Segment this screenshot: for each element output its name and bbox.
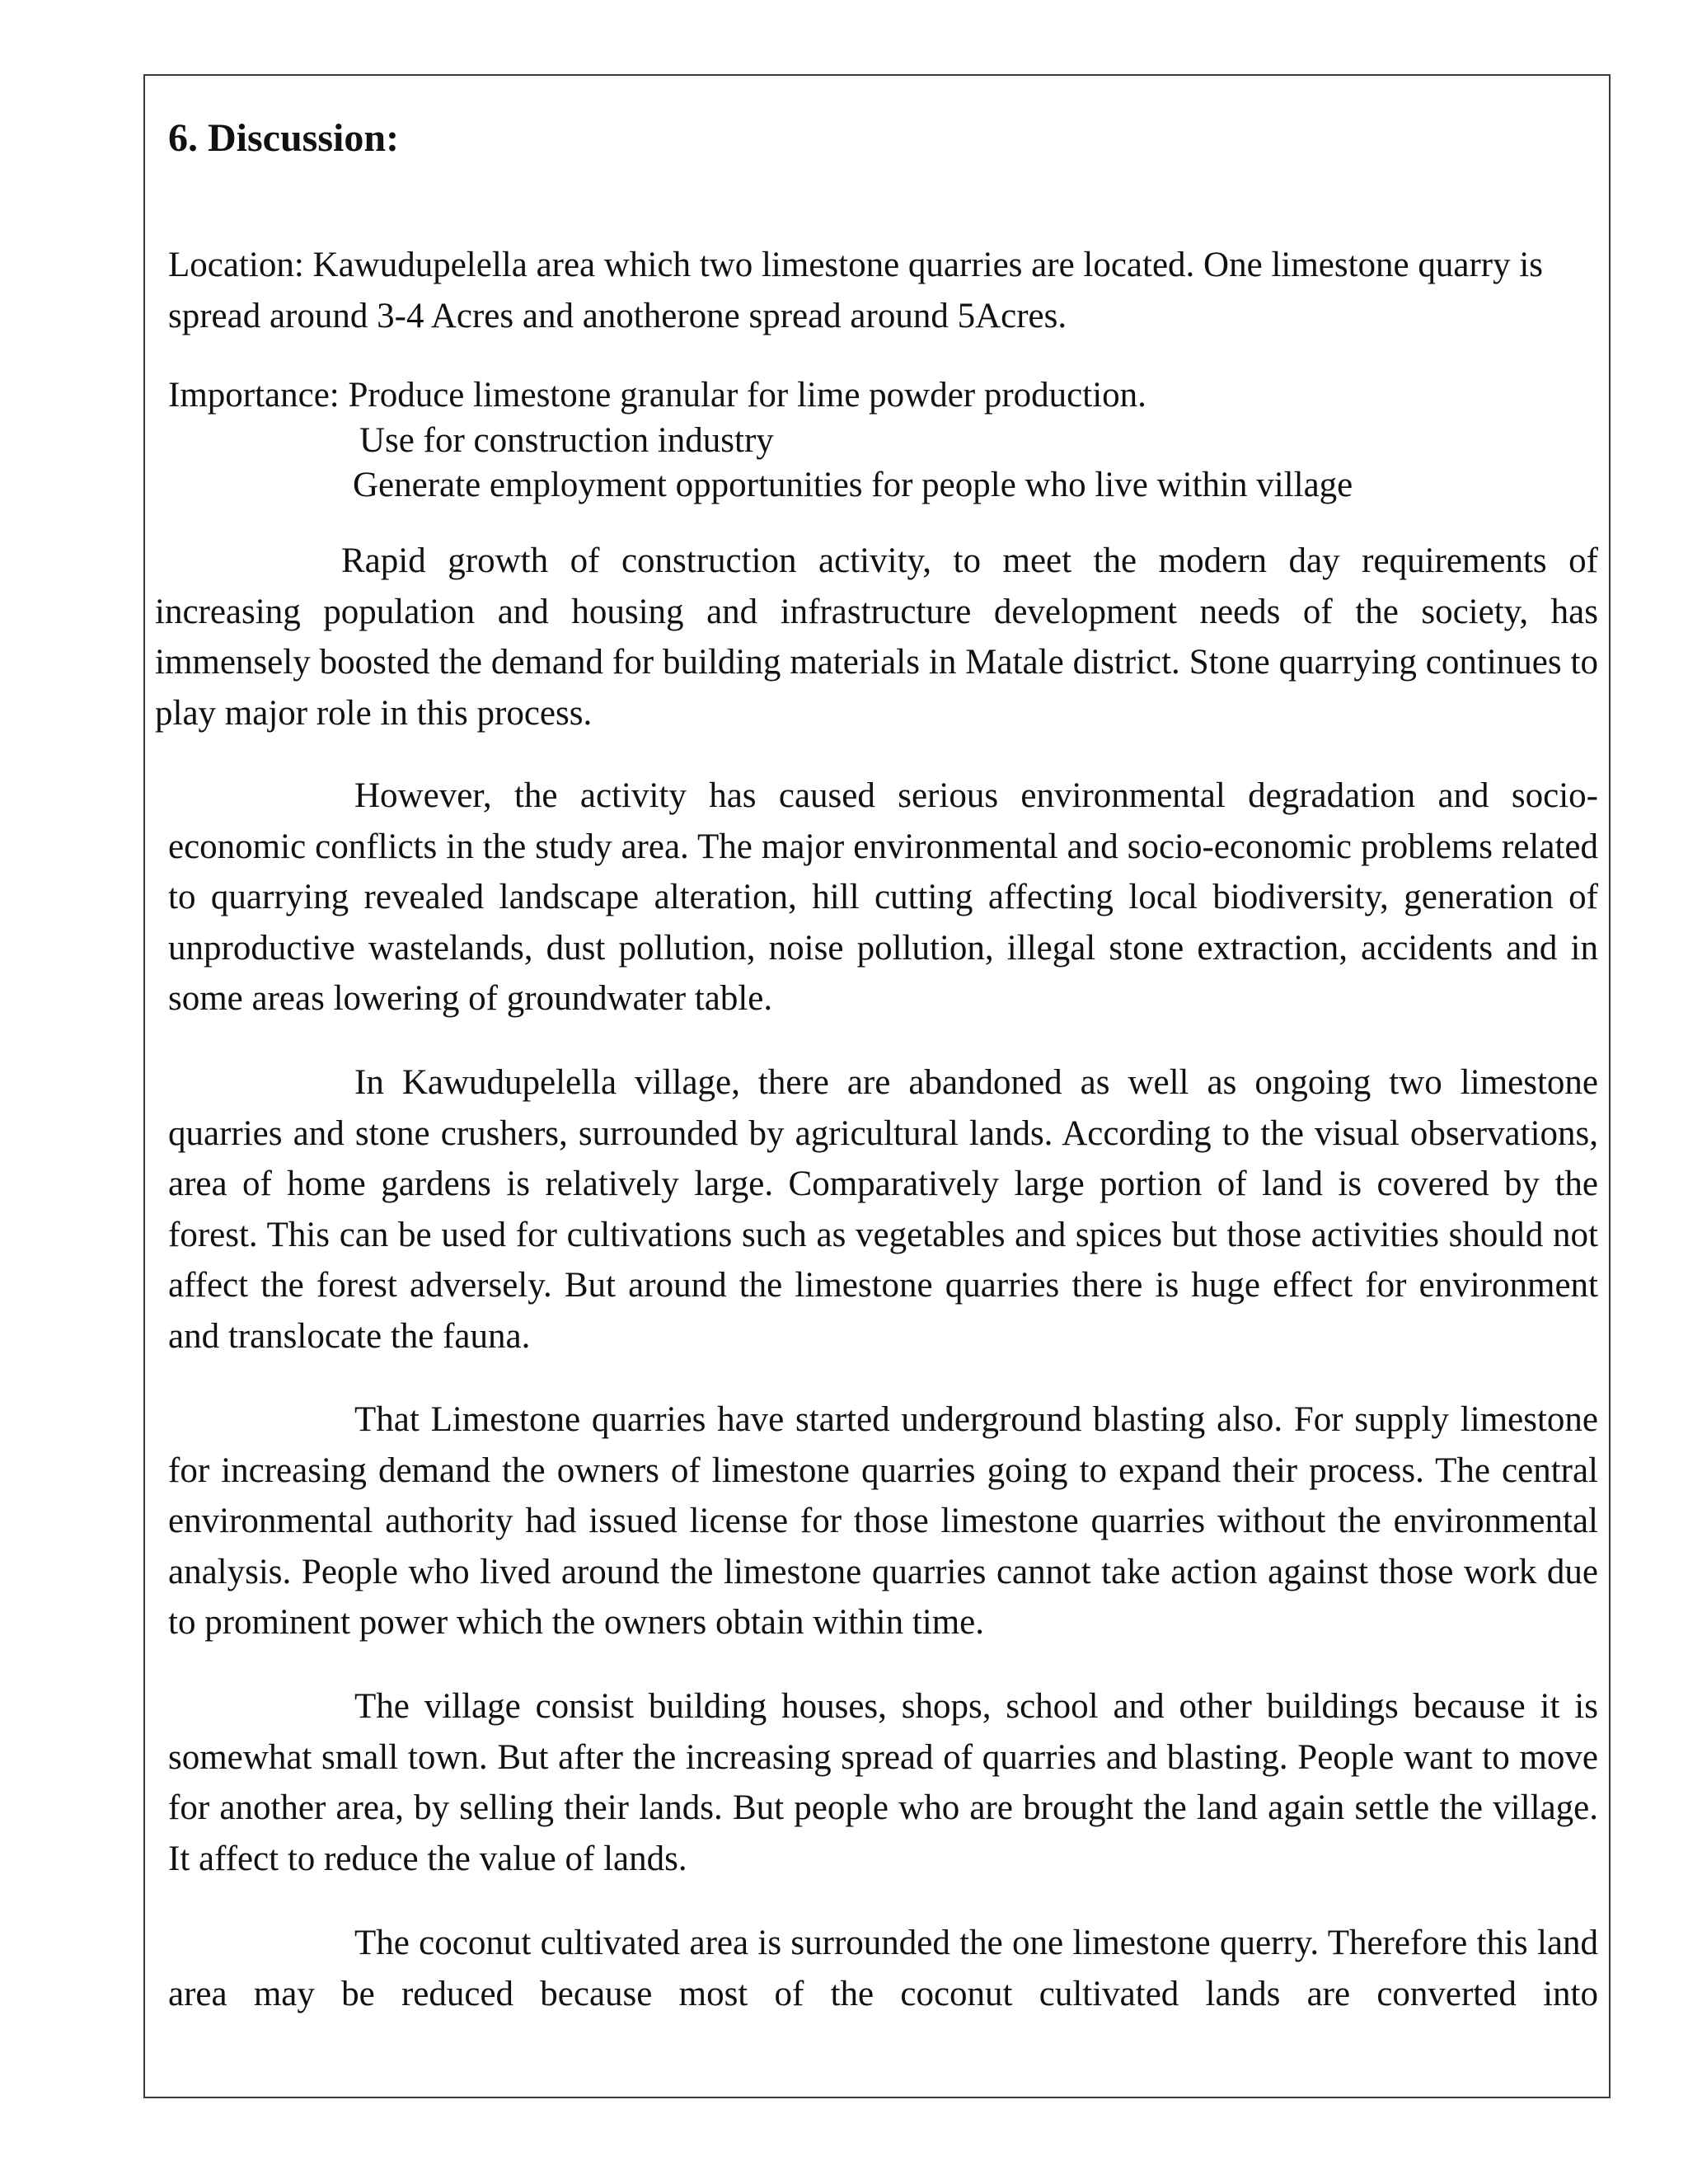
importance-line-3: Generate employment opportunities for people who live within village	[353, 466, 1353, 504]
location-paragraph: Location: Kawudupelella area which two limestone quarries are located. One limestone quarry is spread around 3-4 Acres and anotherone spread around 5Acres.	[168, 246, 1544, 335]
importance-line-1: Importance: Produce limestone granular for lime powder production.	[168, 376, 1146, 415]
paragraph-land-value: The village consist building houses, shops, school and other buildings because it is somewhat small town. But after the increasing spread of quarries and blasting. People want to move for another area, by selling their lands. But people who are brought the land again settle the village. It affect to reduce the value of lands.	[168, 1687, 1598, 1878]
importance-line-2: Use for construction industry	[359, 421, 774, 460]
paragraph-coconut-cultivation: The coconut cultivated area is surrounded the one limestone querry. Therefore this land area may be reduced because most of the coconut cultivated lands are converted into	[168, 1924, 1598, 2013]
paragraph-blasting-licensing: That Limestone quarries have started underground blasting also. For supply limestone for increasing demand the owners of limestone quarries going to expand their process. The central environmental authority had issued license for those limestone quarries without the environmental analysis. People who lived around the limestone quarries cannot take action against those work due to prominent power which the owners obtain within time.	[168, 1400, 1598, 1642]
paragraph-environmental-problems: However, the activity has caused serious environmental degradation and socio-economic conflicts in the study area. The major environmental and socio-economic problems related to quarrying revealed landscape alteration, hill cutting affecting local biodiversity, generation of unproductive wastelands, dust pollution, noise pollution, illegal stone extraction, accidents and in some areas lowering of groundwater table.	[168, 776, 1598, 1018]
section-heading: 6. Discussion:	[168, 116, 400, 160]
paragraph-village-land-use: In Kawudupelella village, there are abandoned as well as ongoing two limestone quarries and stone crushers, surrounded by agricultural lands. According to the visual observations, area of home gardens is relatively large. Comparatively large portion of land is covered by the forest. This can be used for cultivations such as vegetables and spices but those activities should not affect the forest adversely. But around the limestone quarries there is huge effect for environment and translocate the fauna.	[168, 1063, 1598, 1356]
paragraph-construction-demand: Rapid growth of construction activity, to meet the modern day requirements of increasing population and housing and infrastructure development needs of the society, has immensely boosted the demand for building materials in Matale district. Stone quarrying continues to play major role in this process.	[155, 541, 1598, 733]
